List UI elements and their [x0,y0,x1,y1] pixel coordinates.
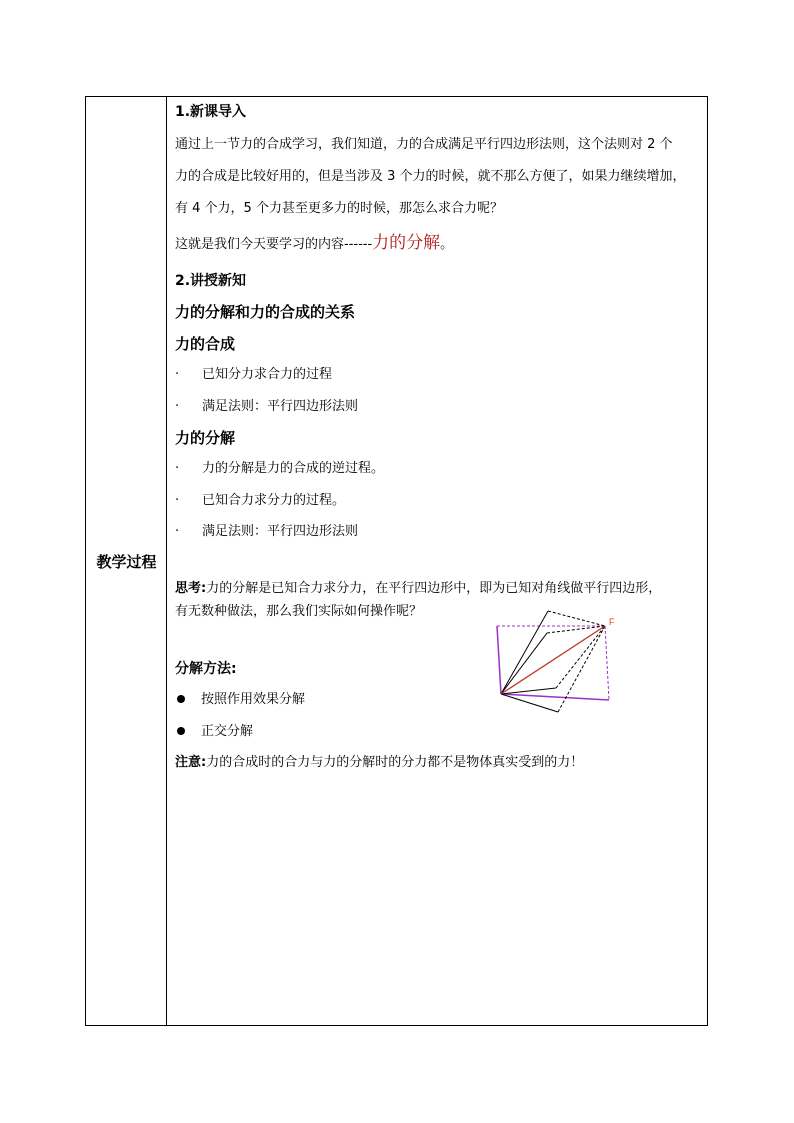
force-label: F [609,617,615,627]
purple-right-dashed [605,626,609,700]
topic-highlight: 力的分解 [372,233,441,253]
bullet-dot-icon [177,695,185,703]
think-line1 [175,581,661,597]
composition-title: 力的合成 [175,335,236,353]
row-label: 教学过程 [96,553,157,571]
section2-heading: 2.讲授新知 [175,273,247,289]
composition-item-2: 满足法则：平行四边形法则 [202,399,359,414]
decomposition-item-1: 力的分解是力的合成的逆过程。 [202,461,385,476]
note-line [175,755,583,771]
section1-para-line3: 有 4 个力，5 个力甚至更多力的时候，那怎么求合力呢？ [175,201,503,216]
section2-subheading: 力的分解和力的合成的关系 [175,303,356,321]
methods-title: 分解方法: [175,661,237,677]
topic-line [175,235,453,253]
method-item-1: 按照作用效果分解 [201,692,306,707]
topic-prefix: 这就是我们今天要学习的内容------ [175,237,373,252]
topic-suffix: 。 [440,237,454,252]
decomposition-item-3: 满足法则：平行四边形法则 [202,524,359,539]
black-line-b [501,633,547,694]
note-text: 力的合成时的合力与力的分解时的分力都不是物体真实受到的力！ [206,755,584,770]
decomposition-title: 力的分解 [175,429,236,447]
force-decomposition-diagram [492,606,622,718]
think-line2: 有无数种做法，那么我们实际如何操作呢？ [175,604,423,619]
composition-item-1: 已知分力求合力的过程 [202,367,333,382]
black-line-a [501,611,548,694]
black-dashed-c [556,626,605,688]
decomposition-item-2: 已知合力求分力的过程。 [202,493,346,508]
note-label: 注意: [175,755,207,770]
resultant-force-line [501,626,605,694]
think-label: 思考: [175,581,207,596]
section1-heading: 1.新课导入 [175,104,247,120]
black-dashed-a [548,611,605,626]
left-cell [86,97,167,1025]
think-text-line1: 力的分解是已知合力求分力，在平行四边形中，即为已知对角线做平行四边形， [206,581,662,596]
method-item-2: 正交分解 [201,724,254,739]
bullet-dot-icon [177,727,185,735]
section1-para-line2: 力的合成是比较好用的，但是当涉及 3 个力的时候，就不那么方便了，如果力继续增加， [175,169,686,184]
purple-left-edge [497,626,501,694]
section1-para-line1: 通过上一节力的合成学习，我们知道，力的合成满足平行四边形法则，这个法则对 2 个 [175,137,673,152]
